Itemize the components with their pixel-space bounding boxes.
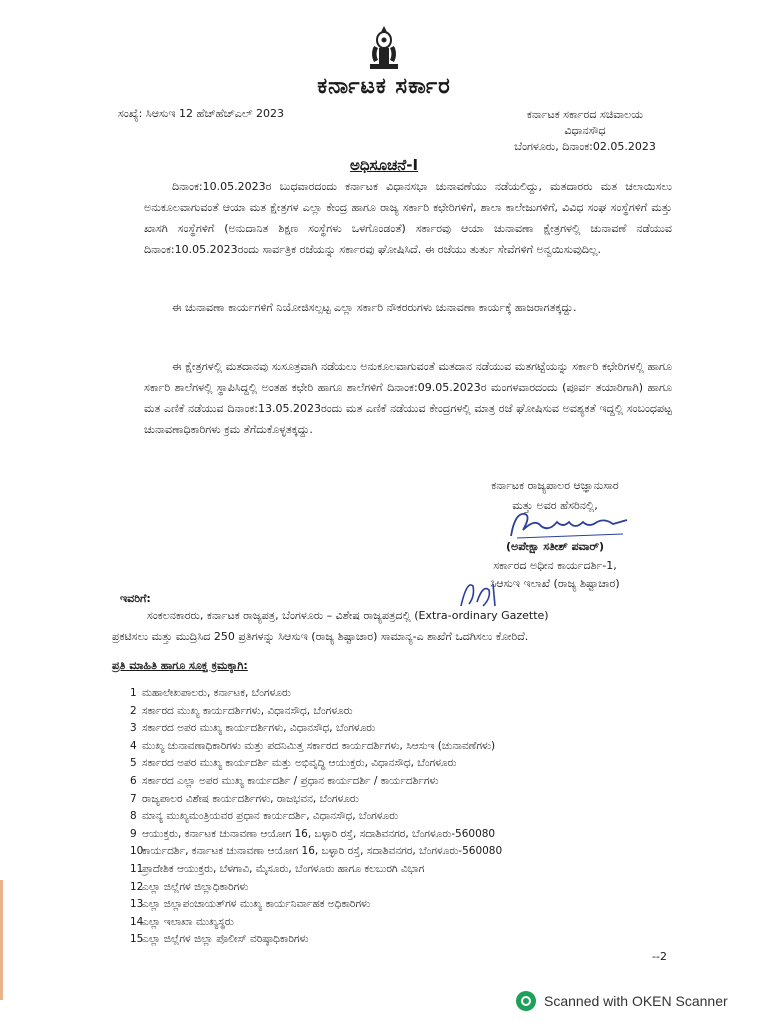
list-item-text: ರಾಜ್ಯಪಾಲರ ವಿಶೇಷ ಕಾರ್ಯದರ್ಶಿಗಳು, ರಾಜಭವನ, ಬೆಂಗಳೂರು bbox=[142, 792, 359, 805]
info-copies-list bbox=[110, 685, 670, 949]
scanner-watermark bbox=[516, 991, 728, 1011]
copy-to-text bbox=[112, 605, 672, 647]
copy-to-label: ಇವರಿಗೆ: bbox=[120, 592, 151, 605]
scan-edge-mark bbox=[0, 880, 3, 1000]
scanner-logo-icon bbox=[516, 991, 536, 1011]
list-item-text: ಎಲ್ಲಾ ಜಿಲ್ಲೆಗಳ ಜಿಲ್ಲಾಧಿಕಾರಿಗಳು bbox=[142, 880, 249, 893]
list-item bbox=[110, 843, 670, 861]
list-item bbox=[110, 755, 670, 773]
list-item-number: 5 bbox=[130, 757, 137, 770]
paragraph: ಈ ಕ್ಷೇತ್ರಗಳಲ್ಲಿ ಮತದಾನವು ಸುಸೂತ್ರವಾಗಿ ನಡೆಯಲು ಅನುಕೂಲವಾಗುವಂತೆ ಮತದಾನ ನಡೆಯುವ ಮತಗಟ್ಟೆಯನ್ನು ಸರ್ಕಾರಿ ಕಛೇರಿಗಳಲ್ಲಿ ಹಾಗೂ ಸರ್ಕಾರಿ ಶಾಲೆಗಳಲ್ಲಿ ಸ್ಥಾಪಿಸಿದ್ದಲ್ಲಿ ಅಂತಹ ಕಛೇರಿ ಹಾಗೂ ಶಾಲೆಗಳಿಗೆ ದಿನಾಂಕ:09.05.2023ರ ಮಂಗಳವಾರದಂದು (ಪೂರ್ವ ತಯಾರಿಗಾಗಿ) ಹಾಗೂ ಮತ ಎಣಿಕೆ ನಡೆಯುವ ದಿನಾಂಕ:13.05.2023ರಂದು ಮತ ಎಣಿಕೆ ನಡೆಯುವ ಕೇಂದ್ರಗಳಲ್ಲಿ ಮಾತ್ರ ರಜೆ ಘೋಷಿಸುವ ಅವಶ್ಯಕತೆ ಇದ್ದಲ್ಲಿ ಸಂಬಂಧಪಟ್ಟ ಚುನಾವಣಾಧಿಕಾರಿಗಳು ಕ್ರಮ ತೆಗೆದುಕೊಳ್ಳತಕ್ಕದ್ದು. bbox=[144, 360, 672, 436]
paragraph: ದಿನಾಂಕ:10.05.2023ರ ಬುಧವಾರದಂದು ಕರ್ನಾಟಕ ವಿಧಾನಸಭಾ ಚುನಾವಣೆಯು ನಡೆಯಲಿದ್ದು, ಮತದಾರರು ಮತ ಚಲಾಯಿಸಲು ಅನುಕೂಲವಾಗುವಂತೆ ಆಯಾ ಮತ ಕ್ಷೇತ್ರಗಳ ಎಲ್ಲಾ ಕೇಂದ್ರ ಹಾಗೂ ರಾಜ್ಯ ಸರ್ಕಾರಿ ಕಛೇರಿಗಳಿಗೆ, ಶಾಲಾ ಕಾಲೇಜುಗಳಿಗೆ, ವಿವಿಧ ಸಂಘ ಸಂಸ್ಥೆಗಳಿಗೆ ಮತ್ತು ಖಾಸಗಿ ಸಂಸ್ಥೆಗಳಿಗೆ (ಅನುದಾನಿತ ಶಿಕ್ಷಣ ಸಂಸ್ಥೆಗಳು ಒಳಗೊಂಡಂತೆ) ಸರ್ಕಾರವು ಆಯಾ ಚುನಾವಣಾ ಕ್ಷೇತ್ರಗಳಲ್ಲಿ ಚುನಾವಣೆ ನಡೆಯುವ ದಿನಾಂಕ:10.05.2023ರಂದು ಸಾರ್ವತ್ರಿಕ ರಜೆಯನ್ನು ಸರ್ಕಾರವು ಘೋಷಿಸಿದೆ. ಈ ರಜೆಯು ತುರ್ತು ಸೇವೆಗಳಿಗೆ ಅನ್ವಯಿಸುವುದಿಲ್ಲ. bbox=[144, 180, 672, 256]
list-item-number: 13 bbox=[130, 898, 144, 911]
list-item bbox=[110, 720, 670, 738]
list-item bbox=[110, 808, 670, 826]
signature-authority-line: ಮತ್ತು ಅವರ ಹೆಸರಿನಲ್ಲಿ, bbox=[512, 499, 598, 512]
list-item bbox=[110, 826, 670, 844]
list-item-text: ಸರ್ಕಾರದ ಅಪರ ಮುಖ್ಯ ಕಾರ್ಯದರ್ಶಿಗಳು, ವಿಧಾನಸೌಧ, ಬೆಂಗಳೂರು bbox=[142, 722, 376, 735]
list-item bbox=[110, 703, 670, 721]
info-copies-label: ಪ್ರತಿ ಮಾಹಿತಿ ಹಾಗೂ ಸೂಕ್ತ ಕ್ರಮಕ್ಕಾಗಿ: bbox=[112, 659, 248, 672]
list-item-number: 10 bbox=[130, 845, 144, 858]
copy-to-line: ಪ್ರಕಟಿಸಲು ಮತ್ತು ಮುದ್ರಿಸಿದ 250 ಪ್ರತಿಗಳನ್ನು ಸಿಆಸುಇ (ರಾಜ್ಯ ಶಿಷ್ಟಾಚಾರ) ಸಾಮಾನ್ಯ-ಎ ಶಾಖೆಗೆ ಒದಗಿಸಲು ಕೋರಿದೆ. bbox=[112, 630, 529, 643]
signatory-name: (ಅಪೇಕ್ಷಾ ಸತೀಶ್ ಪವಾರ್) bbox=[506, 540, 604, 553]
scanner-text: Scanned with OKEN Scanner bbox=[544, 993, 728, 1009]
list-item-text: ಆಯುಕ್ತರು, ಕರ್ನಾಟಕ ಚುನಾವಣಾ ಆಯೋಗ 16, ಬಳ್ಳಾರಿ ರಸ್ತೆ, ಸದಾಶಿವನಗರ, ಬೆಂಗಳೂರು-560080 bbox=[142, 827, 496, 840]
signature-authority-line: ಕರ್ನಾಟಕ ರಾಜ್ಯಪಾಲರ ಆಜ್ಞಾನುಸಾರ bbox=[491, 479, 619, 492]
list-item-text: ಪ್ರಾದೇಶಿಕ ಆಯುಕ್ತರು, ಬೆಳಗಾವಿ, ಮೈಸೂರು, ಬೆಂಗಳೂರು ಹಾಗೂ ಕಲಬುರಗಿ ವಿಭಾಗ bbox=[142, 862, 425, 875]
list-item bbox=[110, 861, 670, 879]
list-item bbox=[110, 931, 670, 949]
list-item bbox=[110, 879, 670, 897]
list-item bbox=[110, 914, 670, 932]
list-item bbox=[110, 773, 670, 791]
notification-heading: ಅಧಿಸೂಚನೆ-I bbox=[349, 156, 419, 174]
office-date: ಬೆಂಗಳೂರು, ದಿನಾಂಕ:02.05.2023 bbox=[514, 140, 656, 153]
list-item-number: 7 bbox=[130, 792, 137, 805]
list-item-number: 14 bbox=[130, 915, 144, 928]
government-title: ಕರ್ನಾಟಕ ಸರ್ಕಾರ bbox=[317, 74, 451, 99]
list-item-text: ಎಲ್ಲಾ ಇಲಾಖಾ ಮುಖ್ಯಸ್ಥರು bbox=[142, 915, 234, 928]
list-item-text: ಮಾನ್ಯ ಮುಖ್ಯಮಂತ್ರಿಯವರ ಪ್ರಧಾನ ಕಾರ್ಯದರ್ಶಿ, ವಿಧಾನಸೌಧ, ಬೆಂಗಳೂರು bbox=[142, 810, 399, 823]
signatory-designation: ಸರ್ಕಾರದ ಅಧೀನ ಕಾರ್ಯದರ್ಶಿ-1, bbox=[493, 559, 617, 572]
list-item-text: ಕಾರ್ಯದರ್ಶಿ, ಕರ್ನಾಟಕ ಚುನಾವಣಾ ಆಯೋಗ 16, ಬಳ್ಳಾರಿ ರಸ್ತೆ, ಸದಾಶಿವನಗರ, ಬೆಂಗಳೂರು-560080 bbox=[142, 845, 503, 858]
office-line: ಕರ್ನಾಟಕ ಸರ್ಕಾರದ ಸಚಿವಾಲಯ bbox=[526, 108, 644, 121]
office-line: ವಿಧಾನಸೌಧ bbox=[564, 124, 606, 137]
list-item bbox=[110, 685, 670, 703]
reference-number: ಸಂಖ್ಯೆ: ಸಿಆಸುಇ 12 ಹೆಚ್‌ಹೆಚ್‌ಎಲ್ 2023 bbox=[118, 107, 284, 120]
list-item-text: ಸರ್ಕಾರದ ಮುಖ್ಯ ಕಾರ್ಯದರ್ಶಿಗಳು, ವಿಧಾನಸೌಧ, ಬೆಂಗಳೂರು bbox=[142, 704, 353, 717]
copy-to-line: ಸಂಕಲನಕಾರರು, ಕರ್ನಾಟಕ ರಾಜ್ಯಪತ್ರ, ಬೆಂಗಳೂರು – ವಿಶೇಷ ರಾಜ್ಯಪತ್ರದಲ್ಲಿ (Extra-ordinary Gazette) bbox=[147, 609, 549, 622]
state-emblem-icon bbox=[362, 24, 406, 72]
list-item-number: 1 bbox=[130, 687, 137, 699]
list-item-text: ಮಹಾಲೇಖಪಾಲರು, ಕರ್ನಾಟಕ, ಬೆಂಗಳೂರು bbox=[142, 687, 291, 699]
signatory-department: ಸಿಆಸುಇ ಇಲಾಖೆ (ರಾಜ್ಯ ಶಿಷ್ಟಾಚಾರ) bbox=[490, 577, 620, 590]
list-item-number: 11 bbox=[130, 862, 144, 875]
list-item-text: ಎಲ್ಲಾ ಜಿಲ್ಲಾಪಂಚಾಯತ್‌ಗಳ ಮುಖ್ಯ ಕಾರ್ಯನಿರ್ವಾಹಕ ಅಧಿಕಾರಿಗಳು bbox=[142, 898, 371, 911]
page-marker: --2 bbox=[652, 950, 667, 963]
list-item-number: 12 bbox=[130, 880, 144, 893]
list-item bbox=[110, 791, 670, 809]
list-item-number: 2 bbox=[130, 704, 137, 717]
list-item bbox=[110, 738, 670, 756]
list-item-text: ಎಲ್ಲಾ ಜಿಲ್ಲೆಗಳ ಜಿಲ್ಲಾ ಪೊಲೀಸ್ ವರಿಷ್ಠಾಧಿಕಾರಿಗಳು bbox=[142, 933, 309, 946]
list-item-number: 3 bbox=[130, 722, 137, 735]
list-item-text: ಸರ್ಕಾರದ ಅಪರ ಮುಖ್ಯ ಕಾರ್ಯದರ್ಶಿ ಮತ್ತು ಅಭಿವೃದ್ಧಿ ಆಯುಕ್ತರು, ವಿಧಾನಸೌಧ, ಬೆಂಗಳೂರು bbox=[142, 757, 457, 770]
list-item-number: 9 bbox=[130, 827, 137, 840]
list-item-number: 4 bbox=[130, 739, 137, 752]
paragraph: ಈ ಚುನಾವಣಾ ಕಾರ್ಯಗಳಿಗೆ ನಿಯೋಜಿಸಲ್ಪಟ್ಟ ಎಲ್ಲಾ ಸರ್ಕಾರಿ ನೌಕರರುಗಳು ಚುನಾವಣಾ ಕಾರ್ಯಕ್ಕೆ ಹಾಜರಾಗತಕ್ಕದ್ದು. bbox=[172, 301, 577, 314]
list-item-text: ಸರ್ಕಾರದ ಎಲ್ಲಾ ಅಪರ ಮುಖ್ಯ ಕಾರ್ಯದರ್ಶಿ / ಪ್ರಧಾನ ಕಾರ್ಯದರ್ಶಿ / ಕಾರ್ಯದರ್ಶಿಗಳು bbox=[142, 774, 439, 787]
list-item-number: 8 bbox=[130, 810, 137, 823]
list-item-number: 6 bbox=[130, 774, 137, 787]
list-item-text: ಮುಖ್ಯ ಚುನಾವಣಾಧಿಕಾರಿಗಳು ಮತ್ತು ಪದನಿಮಿತ್ತ ಸರ್ಕಾರದ ಕಾರ್ಯದರ್ಶಿಗಳು, ಸಿಆಸುಇ (ಚುನಾವಣೆಗಳು) bbox=[142, 739, 496, 752]
office-address bbox=[500, 107, 670, 155]
list-item bbox=[110, 896, 670, 914]
list-item-number: 15 bbox=[130, 933, 144, 946]
